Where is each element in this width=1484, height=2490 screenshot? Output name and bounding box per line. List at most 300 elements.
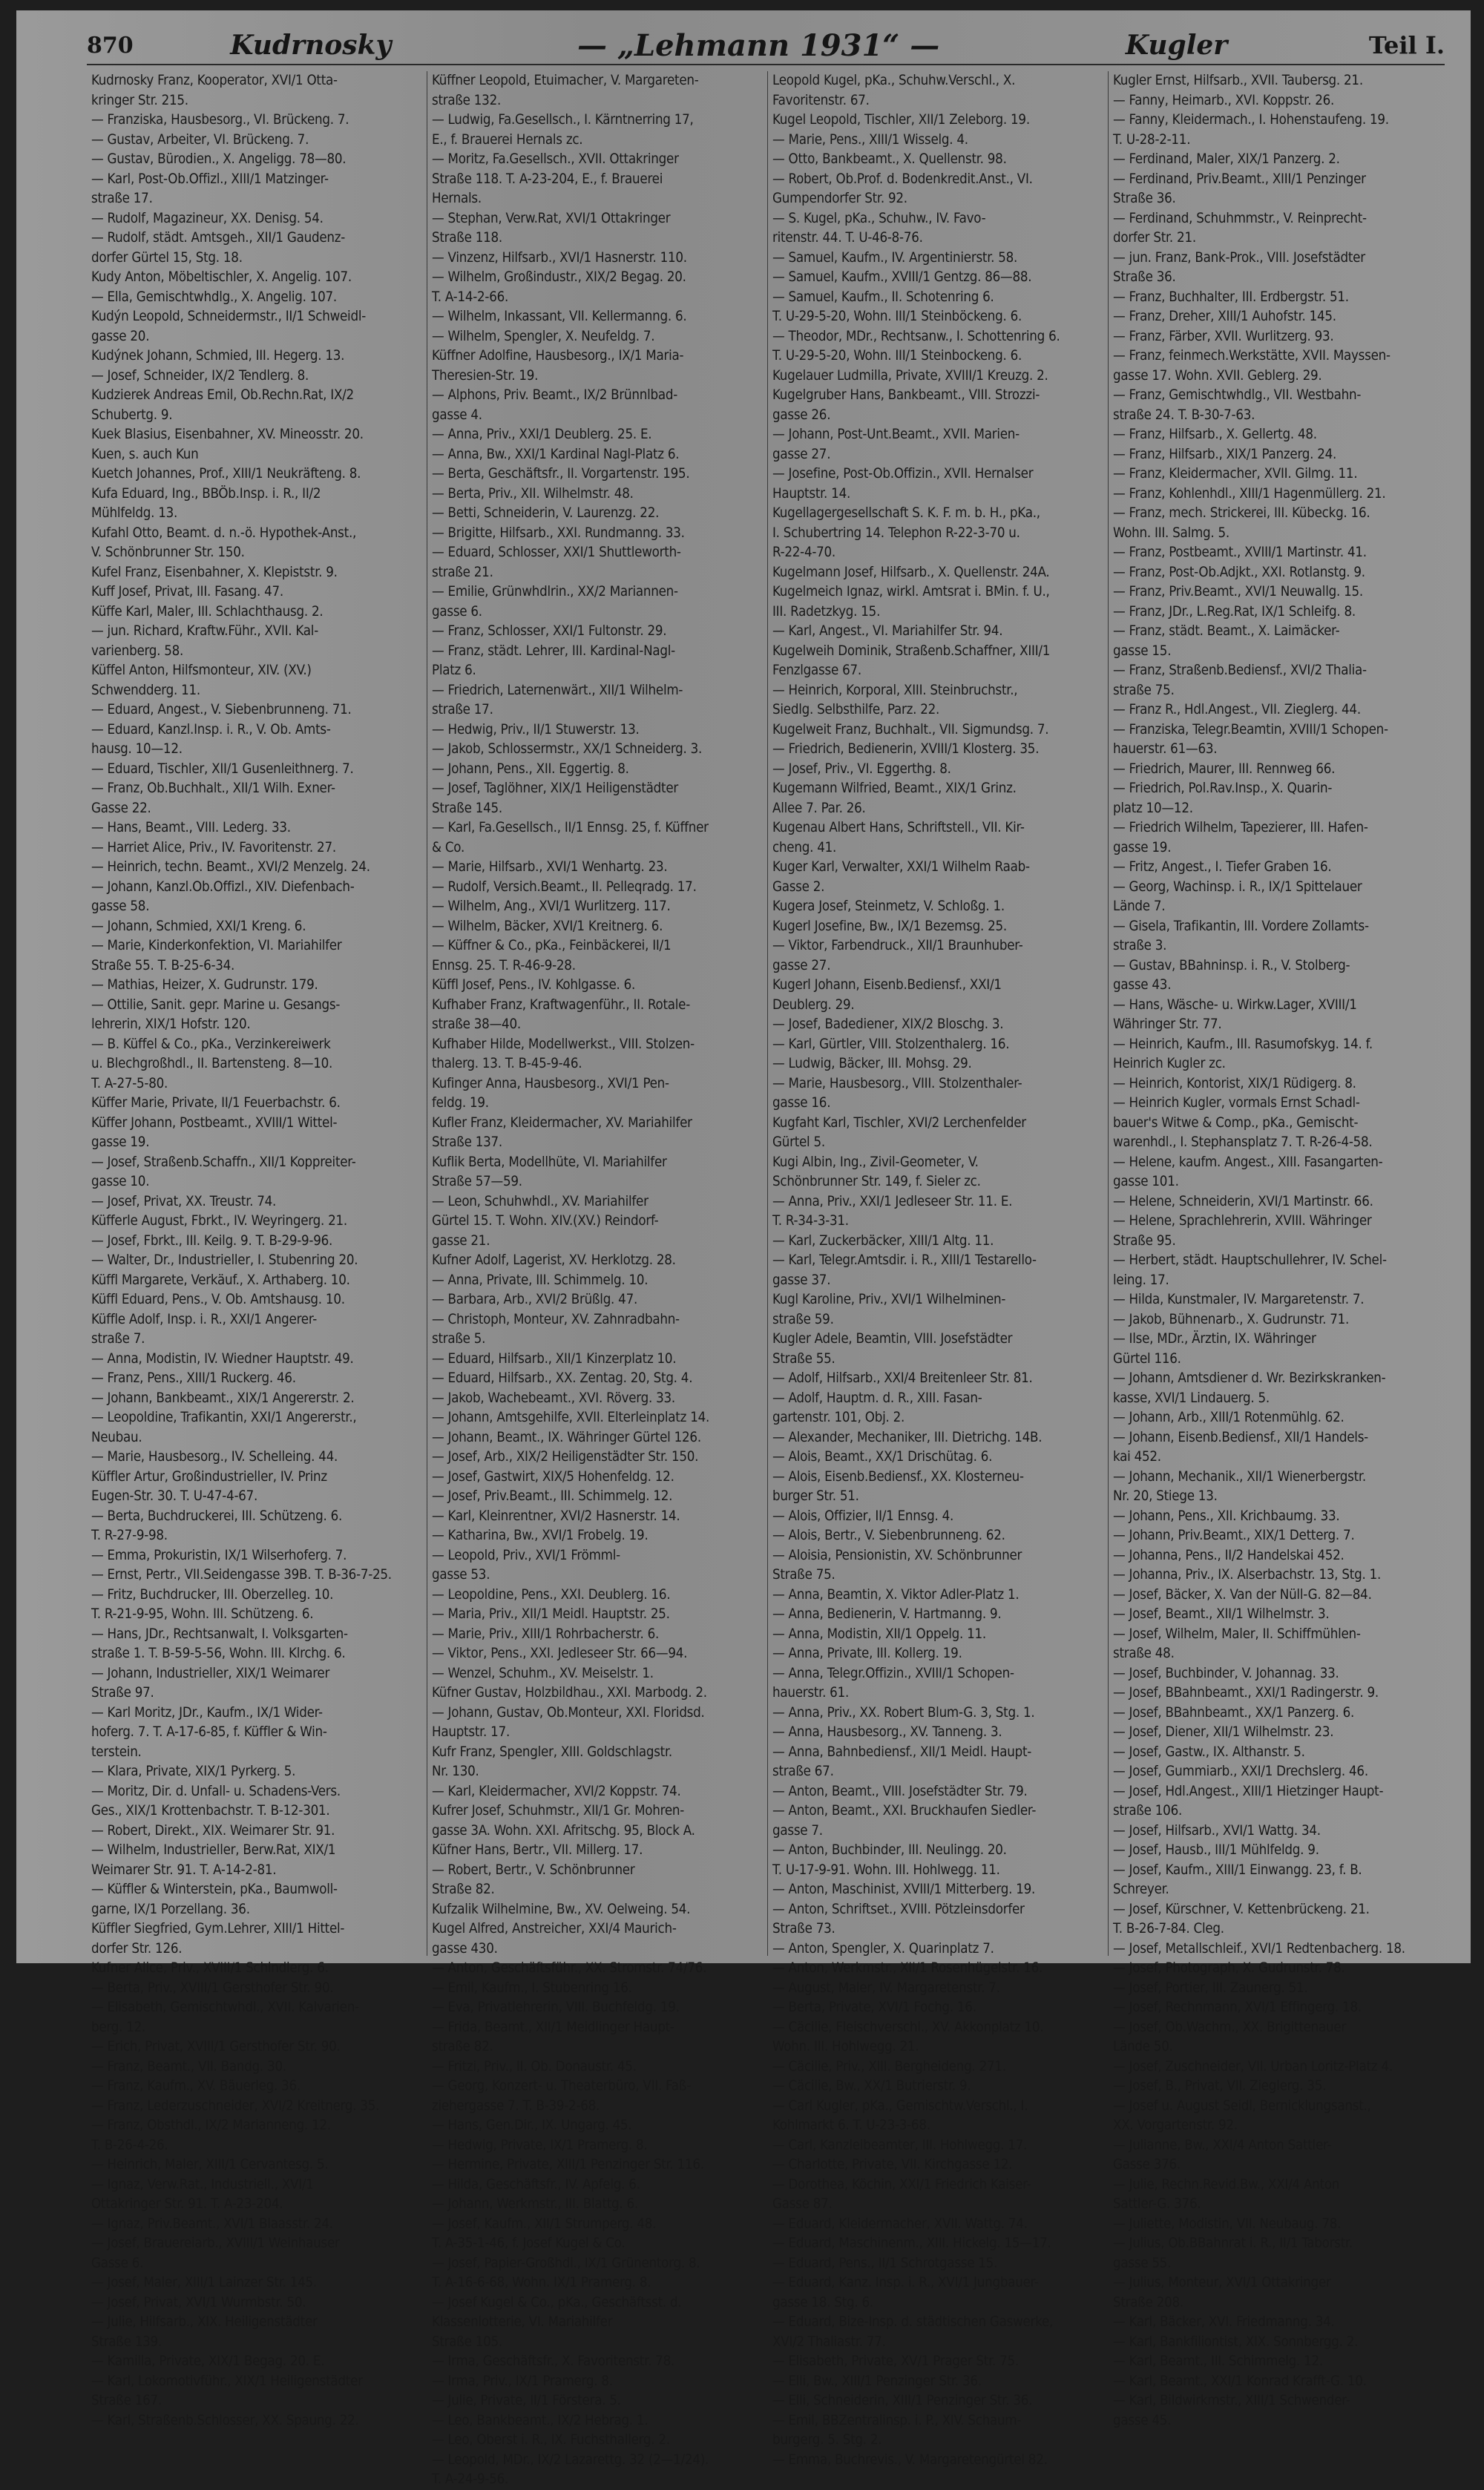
directory-line: — Josef, Brauereiarb., XVIII/1 Weinhauser (91, 2236, 340, 2251)
directory-line: — Josef, Diener, XII/1 Wilhelmstr. 23. (1113, 1724, 1334, 1740)
directory-line: — Juliette, Modistin, VII. Neubaug. 78. (1113, 2215, 1342, 2232)
directory-line: — Josef, Gastwirt, XIX/5 Hohenfeldg. 12. (432, 1468, 674, 1485)
directory-line: — Anna, Private, III. Schimmelg. 10. (432, 1272, 649, 1288)
directory-line: — Franz, Beamt., VII. Bandg. 30. (91, 2058, 286, 2075)
directory-line: — Heinrich, Korporal, XIII. Steinbruchstr., (772, 682, 1018, 698)
directory-line: Kudýnek Johann, Schmied, III. Hegerg. 13. (91, 348, 345, 364)
directory-line: — Karl, Bankfiliontist, XIX. Sonnbergg. 2. (1113, 2333, 1359, 2350)
directory-line: — Georg, Wachinsp. i. R., IX/1 Spittelauer (1113, 878, 1362, 895)
directory-line: — Franz, Post-Ob.Adjkt., XXI. Rotlanstg. 9. (1113, 564, 1365, 580)
page-number: 870 (87, 32, 134, 59)
directory-line: Gasse 22. (91, 800, 151, 816)
directory-line: warenhdl., I. Stephansplatz 7. T. R-26-4-58. (1113, 1134, 1373, 1150)
directory-line: — Anna, Priv., XXI/1 Jedleseer Str. 11. E. (772, 1193, 1013, 1209)
directory-line: T. U-29-5-20, Wohn. III/1 Steinbockeng. 6. (772, 348, 1022, 364)
directory-line: T. A-27-5-80. (91, 1075, 168, 1091)
directory-line: Straße 36. (1113, 191, 1176, 206)
directory-line: — Franz, Hilfsarb., X. Gellertg. 48. (1113, 427, 1317, 442)
directory-line: — Karl, Post-Ob.Offizl., XIII/1 Matzinger- (91, 171, 329, 187)
directory-line: — Josef, Metallschleif., XVI/1 Redtenbacherg. 18. (1113, 1940, 1405, 1957)
directory-line: — Vinzenz, Hilfsarb., XVI/1 Hasnerstr. 110. (432, 249, 687, 266)
directory-line: — Elli, Schneiderin, XIII/1 Penzinger Str. 36. (772, 2393, 1033, 2408)
directory-line: T. R-34-3-31. (772, 1213, 849, 1229)
directory-line: — Heinrich, techn. Beamt., XVI/2 Menzelg. 24. (91, 859, 370, 875)
directory-line: Ottakringer Str. 91. T. A-23-204. (91, 2196, 283, 2212)
directory-line: — Franz, Lederzuschneider, XVI/2 Kreitnerg. 35. (91, 2098, 380, 2114)
directory-line: — Johanna, Pens., II/2 Handelskai 452. (1113, 1547, 1345, 1563)
directory-line: straße 59. (772, 1311, 834, 1327)
directory-line: gasse 27. (772, 957, 831, 973)
header-part: Teil I. (1368, 31, 1445, 59)
directory-line: — Helene, Sprachlehrerin, XVIII. Währinger (1113, 1213, 1372, 1229)
directory-line: — Gisela, Trafikantin, III. Vordere Zollamts- (1113, 918, 1369, 934)
directory-line: — Josef, Straßenb.Schaffn., XII/1 Koppreiter- (91, 1154, 356, 1170)
directory-line: Kudy Anton, Möbeltischler, X. Angelig. 107. (91, 269, 352, 285)
directory-line: — jun. Franz, Bank-Prok., VIII. Josefstädter (1113, 249, 1365, 266)
directory-line: — Anna, Telegr.Offizin., XVIII/1 Schopen- (772, 1665, 1014, 1681)
directory-line: Klassenlotterie, VI. Mariahilfer (432, 2314, 613, 2330)
directory-line: — Walter, Dr., Industrieller, I. Stubenring 20. (91, 1252, 358, 1268)
directory-line: — Hilda, Kunstmaler, IV. Margaretenstr. 7. (1113, 1292, 1365, 1307)
directory-line: — Robert, Direkt., XIX. Weimarer Str. 91. (91, 1822, 335, 1839)
directory-line: Ennsg. 25. T. R-46-9-28. (432, 957, 576, 973)
directory-line: kai 452. (1113, 1449, 1161, 1465)
directory-line: — Josef, Maler, XIII/1 Lainzer Str. 145. (91, 2275, 317, 2290)
directory-line: — Hans, Gen.Dir., IX. Ungarg. 45. (432, 2118, 632, 2133)
directory-line: — Robert, Bertr., V. Schönbrunner (432, 1862, 635, 1878)
directory-line: Küffler Siegfried, Gym.Lehrer, XIII/1 Hittel- (91, 1921, 345, 1937)
directory-line: — Franz, Straßenb.Bediensf., XVI/2 Thalia- (1113, 663, 1367, 678)
directory-line: straße 3. (1113, 938, 1167, 953)
directory-line: — Eduard, Kanzl.Insp. i. R., V. Ob. Amts- (91, 721, 331, 738)
directory-line: — Berta, Buchdruckerei, III. Schützeng. 6. (91, 1508, 343, 1524)
directory-line: — Theodor, MDr., Rechtsanw., I. Schottenring 6. (772, 328, 1060, 344)
directory-line: Straße 208. (1113, 2294, 1183, 2310)
directory-line: Gasse 6. (91, 2255, 144, 2271)
directory-line: Straße 95. (1113, 1232, 1176, 1249)
directory-line: — Emma, Prokuristin, IX/1 Wilserhoferg. 7. (91, 1547, 347, 1563)
directory-line: gasse 45. (1113, 2412, 1172, 2428)
directory-columns (87, 71, 1448, 2487)
directory-line: — jun. Richard, Kraftw.Führ., XVII. Kal- (91, 623, 318, 639)
directory-line: — Heinrich, Kontorist, XIX/1 Rüdigerg. 8. (1113, 1075, 1356, 1091)
directory-line: — Julie, Private, II/1 Förstera. 5. (432, 2393, 621, 2408)
directory-line: T. A-16-6-68, Wohn. IX/1 Pramerg. 8. (432, 2275, 651, 2290)
directory-line: — Frida, Beamt., XII/1 Meidlinger Haupt- (432, 2019, 674, 2035)
directory-line: — Franz, Pens., XIII/1 Ruckerg. 46. (91, 1370, 296, 1386)
directory-line: — Johann, Amtsdiener d. Wr. Bezirkskranken- (1113, 1370, 1386, 1386)
directory-line: Kugl Karoline, Priv., XVI/1 Wilhelminen- (772, 1292, 1006, 1307)
directory-line: — Eduard, Maschinenm., XIII. Hickelg. 15—17. (772, 2236, 1051, 2251)
directory-line: — Friedrich, Laternenwärt., XII/1 Wilhelm- (432, 682, 683, 698)
directory-line: — Josef, Portier, III. Zaunerg. 51. (1113, 1980, 1308, 1996)
directory-line: — Josef u. August Seidl, Bernicklungsanst., (1113, 2098, 1371, 2114)
directory-line: — Anna, Modistin, IV. Wiedner Hauptstr. 49. (91, 1350, 354, 1367)
directory-line: straße 48. (1113, 1646, 1175, 1661)
directory-line: — Josef, Rechnmann, XVI/1 Effingerg. 18. (1113, 2000, 1362, 2015)
directory-line: — Josef, Photograph, X. Gudrunstr. 78. (1113, 1960, 1345, 1976)
directory-line: gasse 15. (1113, 643, 1172, 659)
directory-line: — Franziska, Hausbesorg., VI. Brückeng. 7. (91, 112, 349, 128)
directory-line: hauerstr. 61—63. (1113, 741, 1218, 757)
column-1 (87, 71, 427, 2428)
directory-line: Leopold Kugel, pKa., Schuhw.Verschl., X. (772, 73, 1016, 88)
directory-line: — Anna, Priv., XX. Robert Blum-G. 3, Stg. 1. (772, 1704, 1035, 1721)
directory-line: Gasse 87. (772, 2196, 833, 2212)
directory-line: Küfferle August, Fbrkt., IV. Weyringerg. 21. (91, 1213, 347, 1229)
directory-line: gasse 19. (91, 1134, 150, 1150)
directory-line: Gürtel 5. (772, 1134, 825, 1150)
directory-line: Kuger Karl, Verwalter, XXI/1 Wilhelm Raab- (772, 859, 1030, 875)
directory-line: — Kamilla, Private, XIX/1 Begag. 20. E. (91, 2353, 325, 2369)
directory-line: — Küffler & Winterstein, pKa., Baumwoll- (91, 1882, 338, 1897)
directory-line: — Johann, Arb., XIII/1 Rotenmühlg. 62. (1113, 1410, 1345, 1425)
directory-line: straße 7. (91, 1331, 145, 1347)
directory-line: kasse, XVI/1 Lindauerg. 5. (1113, 1390, 1270, 1406)
directory-line: — Heinrich, Maler, XIII/1 Cervantesg. 5. (91, 2157, 329, 2172)
directory-line: burger Str. 51. (772, 1488, 859, 1504)
directory-line: Straße 73. (772, 1921, 835, 1937)
directory-line: — Marie, Pens., XIII/1 Wisselg. 4. (772, 131, 968, 148)
directory-line: — Christoph, Monteur, XV. Zahnradbahn- (432, 1311, 680, 1327)
directory-line: — Anton, Maschinist, XVIII/1 Mitterberg. 19. (772, 1882, 1036, 1897)
directory-line: Kufner Adolf, Lagerist, XV. Herklotzg. 28. (432, 1252, 676, 1268)
directory-line: Straße 167. (91, 2393, 162, 2408)
directory-line: — Josef, BBahnbeamt., XXI/1 Radingerstr. 9. (1113, 1685, 1379, 1701)
directory-line: Kuflik Berta, Modellhüte, VI. Mariahilfer (432, 1154, 667, 1170)
directory-line: — Wilhelm, Ang., XVI/1 Wurlitzerg. 117. (432, 899, 671, 914)
directory-line: — Marie, Hausbesorg., IV. Schelleing. 44. (91, 1449, 338, 1465)
directory-line: Kugi Albin, Ing., Zivil-Geometer, V. (772, 1154, 979, 1170)
directory-line: hausg. 10—12. (91, 741, 183, 757)
directory-line: — Wilhelm, Spengler, X. Neufeldg. 7. (432, 328, 655, 344)
directory-line: — Josef, Ob.Wachm., XX. Brigittenauer (1113, 2019, 1347, 2035)
directory-page (16, 10, 1471, 2487)
directory-line: — Josef, Hilfsarb., XVI/1 Wattg. 34. (1113, 1822, 1321, 1839)
directory-line: T. U-29-5-20, Wohn. III/1 Steinböckeng. 6. (772, 309, 1022, 324)
directory-line: straße 82. (432, 2039, 493, 2054)
directory-line: Allee 7. Par. 26. (772, 800, 866, 816)
directory-line: I. Schubertring 14. Telephon R-22-3-70 u. (772, 525, 1020, 541)
directory-line: Kuen, s. auch Kun (91, 446, 199, 462)
directory-line: — Hans, Wäsche- u. Wirkw.Lager, XVIII/1 (1113, 996, 1357, 1013)
directory-line: Kugellagergesellschaft S. K. F. m. b. H., pKa., (772, 505, 1040, 521)
directory-line: — Karl, Bäcker, XVI. Friedmanng. 34. (1113, 2314, 1335, 2330)
directory-line: terstein. (91, 1744, 142, 1760)
directory-line: — Karl, Angest., VI. Mariahilfer Str. 94. (772, 623, 1003, 639)
directory-line: Kugelmann Josef, Hilfsarb., X. Quellenstr. 24A. (772, 564, 1050, 580)
directory-line: — Cäcilie, Fleischverschl., XV. Akkonplatz 10. (772, 2019, 1044, 2035)
directory-line: Eugen-Str. 30. T. U-47-4-67. (91, 1488, 258, 1504)
directory-line: E., f. Brauerei Hernals zc. (432, 131, 583, 148)
directory-line: — Karl, Kleinrentner, XVI/2 Hasnerstr. 14. (432, 1508, 680, 1524)
directory-line: — Eduard, Kanz. Insp. i. R., XVI/1 Jungbauer- (772, 2275, 1039, 2290)
directory-line: Kuff Josef, Privat, III. Fasang. 47. (91, 584, 283, 599)
directory-line: — Josef, B., Privat, VII. Zieglerg. 35. (1113, 2078, 1327, 2094)
directory-line: Kufhaber Hilde, Modellwerkst., VIII. Stolzen- (432, 1036, 695, 1052)
directory-line: Kufzalik Wilhelmine, Bw., XV. Oelweing. 54. (432, 1901, 691, 1917)
directory-line: — Johann, Mechanik., XII/1 Wienerbergstr. (1113, 1468, 1366, 1485)
directory-line: leing. 17. (1113, 1272, 1169, 1288)
directory-line: Küffl Eduard, Pens., V. Ob. Amtshausg. 10. (91, 1292, 345, 1307)
directory-line: — Ludwig, Bäcker, III. Mohsg. 29. (772, 1056, 972, 1071)
directory-line: feldg. 19. (432, 1095, 489, 1111)
directory-line: gasse 6. (432, 603, 482, 620)
directory-line: — Franz, Kohlenhdl., XIII/1 Hagenmüllerg. 21. (1113, 485, 1386, 502)
directory-line: — Josef, Hausb., III/1 Mühlfeldg. 9. (1113, 1842, 1319, 1858)
directory-line: — Josef, Hdl.Angest., XIII/1 Hietzinger Haupt- (1113, 1783, 1384, 1799)
directory-line: — August, Maler, IV. Margaretenstr. 7. (772, 1980, 1000, 1996)
directory-line: ritenstr. 44. T. U-46-8-76. (772, 230, 923, 246)
directory-line: gasse 19. (1113, 839, 1172, 855)
directory-line: — Ilse, MDr., Ärztin, IX. Währinger (1113, 1331, 1316, 1347)
directory-line: — Viktor, Farbendruck., XII/1 Braunhuber- (772, 938, 1023, 953)
directory-line: — Cäcilie, Priv., XIII. Bergheideng. 271. (772, 2058, 1006, 2075)
directory-line: gasse 101. (1113, 1174, 1179, 1189)
directory-line: gasse 37. (772, 1272, 831, 1288)
directory-line: — S. Kugel, pKa., Schuhw., IV. Favo- (772, 210, 986, 226)
directory-line: — Johann, Gustav, Ob.Monteur, XXI. Floridsd. (432, 1704, 705, 1721)
directory-line: — Jakob, Schlossermstr., XX/1 Schneiderg. 3. (432, 741, 703, 757)
directory-line: Kudýn Leopold, Schneidermstr., II/1 Schweidl- (91, 309, 367, 324)
directory-line: — Franz, städt. Lehrer, III. Kardinal-Nagl- (432, 643, 675, 659)
directory-line: — Josef, BBahnbeamt., XX/1 Panzerg. 6. (1113, 1704, 1355, 1721)
column-2 (427, 71, 768, 2487)
directory-line: — Johann, Post-Unt.Beamt., XVII. Marien- (772, 427, 1020, 442)
directory-line: — Josef, Beamt., XII/1 Wilhelmstr. 3. (1113, 1606, 1330, 1622)
directory-line: Kugelweih Dominik, Straßenb.Schaffner, XIII/1 (772, 643, 1051, 659)
directory-line: — Wilhelm, Bäcker, XVI/1 Kreitnerg. 6. (432, 918, 663, 934)
directory-line: — Ignaz, Verw.Rat., Industriell., XVI/1 (91, 2176, 314, 2192)
directory-line: straße 75. (1113, 682, 1175, 698)
directory-line: — Franz, Dreher, XIII/1 Auhofstr. 145. (1113, 309, 1336, 324)
directory-line: gasse 10. (91, 1174, 150, 1189)
directory-line: Kuetch Johannes, Prof., XIII/1 Neukräfteng. 8. (91, 466, 361, 482)
directory-line: Straße 82. (432, 1882, 495, 1897)
directory-line: — Hedwig, Private, IX/1 Pramerg. 8. (432, 2137, 648, 2153)
directory-line: lehrerin, XIX/1 Hofstr. 120. (91, 1016, 251, 1032)
directory-line: — Eduard, Hilfsarb., XII/1 Kinzerplatz 10. (432, 1350, 677, 1367)
directory-line: — Gustav, Arbeiter, VI. Brückeng. 7. (91, 131, 309, 148)
directory-line: — Charlotte, Private, VII. Kirchgasse 12. (772, 2157, 1013, 2172)
directory-line: Hauptstr. 14. (772, 485, 851, 502)
directory-line: — Franz, Kaufm., XV. Bäuerleg. 36. (91, 2078, 301, 2094)
directory-line: — Johann, Werkmstr., III. Blattg. 6. (432, 2196, 638, 2212)
directory-line: — Leopold, Priv., XVI/1 Frömml- (432, 1547, 620, 1563)
directory-line: — Johann, Beamt., IX. Währinger Gürtel 126. (432, 1429, 701, 1445)
column-3 (768, 71, 1109, 2468)
directory-line: gasse 58. (91, 899, 150, 914)
directory-line: — Hermine, Private, XIII/1 Penzinger Str. 116. (432, 2157, 704, 2172)
directory-line: Kufr Franz, Spengler, XIII. Goldschlagstr. (432, 1744, 672, 1760)
directory-line: — Ernst, Pertr., VII.Seidengasse 39B. T. B-36-7-25. (91, 1567, 392, 1583)
directory-line: dorfer Str. 21. (1113, 230, 1196, 246)
directory-line: Fenzlgasse 67. (772, 663, 861, 678)
directory-line: Kufhaber Franz, Kraftwagenführ., II. Rotale- (432, 996, 691, 1013)
directory-line: Straße 105. (432, 2333, 502, 2350)
directory-line: — Harriet Alice, Priv., IV. Favoritenstr. 27. (91, 839, 336, 855)
directory-line: — Eduard, Angest., V. Siebenbrunneng. 71. (91, 702, 352, 717)
directory-line: — Stephan, Verw.Rat, XVI/1 Ottakringer (432, 210, 671, 226)
directory-line: gasse 21. (432, 1232, 490, 1249)
directory-line: — Berta, Priv., XII. Wilhelmstr. 48. (432, 485, 634, 502)
directory-line: — Emilie, Grünwhdlrin., XX/2 Mariannen- (432, 584, 678, 599)
directory-line: gasse 20. (91, 328, 150, 344)
directory-line: straße 5. (432, 1331, 486, 1347)
directory-line: Straße 118. T. A-23-204, E., f. Brauerei (432, 171, 663, 187)
directory-line: — Josef, Fbrkt., III. Keilg. 9. T. B-29-9-96. (91, 1232, 333, 1249)
directory-line: Nr. 130. (432, 1764, 479, 1779)
directory-line: T. R-21-9-95, Wohn. III. Schützeng. 6. (91, 1606, 314, 1622)
directory-line: — B. Küffel & Co., pKa., Verzinkereiwerk (91, 1036, 331, 1052)
directory-line: — Klara, Private, XIX/1 Pyrkerg. 5. (91, 1764, 296, 1779)
directory-line: — Julianne, Bw., XXI/4 Anton Sattler- (1113, 2137, 1332, 2153)
directory-line: Kugenau Albert Hans, Schriftstell., VII. Kir- (772, 820, 1025, 835)
directory-line: Küffe Karl, Maler, III. Schlachthausg. 2. (91, 603, 324, 620)
directory-line: — Franz, Priv.Beamt., XVI/1 Neuwallg. 15. (1113, 584, 1363, 599)
directory-line: — Marie, Hausbesorg., VIII. Stolzenthaler- (772, 1075, 1022, 1091)
directory-line: — Josef, Arb., XIX/2 Heiligenstädter Str. 150. (432, 1449, 699, 1465)
directory-line: — Friedrich, Maurer, III. Rennweg 66. (1113, 761, 1336, 777)
directory-line: dorfer Str. 126. (91, 1940, 183, 1957)
directory-line: & Co. (432, 839, 465, 855)
directory-line: Deublerg. 29. (772, 996, 855, 1013)
directory-line: Kugelweit Franz, Buchhalt., VII. Sigmundsg. 7. (772, 721, 1049, 738)
directory-line: — Anton, Werkmstr., XII/1 Rosenhügelstr. 16. (772, 1960, 1043, 1976)
directory-line: — Johann, Bankbeamt., XIX/1 Angererstr. 2. (91, 1390, 355, 1406)
directory-line: Schreyer. (1113, 1882, 1169, 1897)
directory-line: Theresien-Str. 19. (432, 367, 539, 384)
directory-line: Gumpendorfer Str. 92. (772, 191, 907, 206)
directory-line: gasse 4. (432, 407, 482, 423)
directory-line: R-22-4-70. (772, 545, 835, 560)
directory-line: Lände 50. (1113, 2039, 1173, 2054)
directory-line: straße 17. (432, 702, 493, 717)
directory-line: — Franz, Hilfsarb., XIX/1 Panzerg. 24. (1113, 446, 1337, 462)
directory-line: straße 21. (432, 564, 493, 580)
directory-line: — Fritzi, Priv., II. Ob. Donaustr. 45. (432, 2058, 637, 2075)
directory-line: Wohn. III. Hohlwegg. 21. (772, 2039, 919, 2054)
directory-line: — Hedwig, Priv., II/1 Stuwerstr. 13. (432, 721, 640, 738)
directory-line: — Josef Kugel & Co., pKa., Geschäftsst. d. (432, 2294, 682, 2310)
directory-line: Platz 6. (432, 663, 476, 678)
directory-line: — Leopoldine, Pens., XXI. Deublerg. 16. (432, 1586, 671, 1603)
directory-line: III. Radetzkyg. 15. (772, 603, 881, 620)
directory-line: Neubau. (91, 1429, 142, 1445)
directory-line: — Moritz, Dir. d. Unfall- u. Schadens-Vers. (91, 1783, 341, 1799)
directory-line: — Eduard, Pens., II/1 Schrotgasse 15. (772, 2255, 998, 2271)
directory-line: gartenstr. 101, Obj. 2. (772, 1410, 905, 1425)
directory-line: — Helene, kaufm. Angest., XIII. Fasangarten- (1113, 1154, 1383, 1170)
directory-line: — Anton, Beamt., XXI. Bruckhaufen Siedler- (772, 1803, 1037, 1819)
directory-line: platz 10—12. (1113, 800, 1193, 816)
directory-line: Kufrer Josef, Schuhmstr., XII/1 Gr. Mohren- (432, 1803, 685, 1819)
directory-line: — Josef, Taglöhner, XIX/1 Heiligenstädter (432, 781, 679, 796)
directory-line: Mühlfeldg. 13. (91, 505, 178, 521)
directory-line: Schwendderg. 11. (91, 682, 200, 698)
directory-line: — Karl, Telegr.Amtsdir. i. R., XIII/1 Testarello- (772, 1252, 1037, 1268)
directory-line: Küffner Leopold, Etuimacher, V. Margareten- (432, 73, 699, 88)
directory-line: gasse 26. (772, 407, 831, 423)
directory-line: Kugemann Wilfried, Beamt., XIX/1 Grinz. (772, 781, 1017, 796)
directory-line: — Karl, Bildwirkmstr., XIII/1 Schwender- (1113, 2393, 1350, 2408)
directory-line: — Berta, Private, XVI/1 Fochg. 16. (772, 2000, 976, 2015)
directory-line: — Johann, Pens., XII. Eggertig. 8. (432, 761, 629, 777)
directory-line: — Wenzel, Schuhm., XV. Meiselstr. 1. (432, 1665, 654, 1681)
directory-line: — Franz, städt. Beamt., X. Laimäcker- (1113, 623, 1340, 639)
directory-line: — Rudolf, Versich.Beamt., II. Pelleqradg. 17. (432, 878, 697, 895)
directory-line: T. U-28-2-11. (1113, 131, 1191, 148)
directory-line: T. A-35-1-46, f. Josef Kugel & Co. (432, 2236, 626, 2251)
directory-line: T. B-26-7-84. Cleg. (1113, 1921, 1224, 1937)
directory-line: — Elisabeth, Gemischtwhdl., XVII. Kalvarien- (91, 2000, 359, 2015)
directory-line: straße 132. (432, 92, 502, 108)
directory-line: Wohn. III. Salmg. 5. (1113, 525, 1229, 541)
directory-line: — Cäcilie, Bw., XX/1 Butrierstr. 9. (772, 2078, 971, 2094)
directory-line: XX. Vorgartenstr. 92. (1113, 2118, 1238, 2133)
directory-line: hoferg. 7. T. A-17-6-85, f. Küffler & Win- (91, 1724, 327, 1740)
directory-line: — Franz, Postbeamt., XVIII/1 Martinstr. 41. (1113, 545, 1367, 560)
directory-line: — Josef, Privat, XVI/1 Wurmbstr. 50. (91, 2294, 306, 2310)
directory-line: Straße 139. (91, 2333, 162, 2350)
directory-line: gasse 55. (1113, 2255, 1172, 2271)
directory-line: gasse 53. (432, 1567, 490, 1583)
directory-line: — Karl, Beamt., XXI/1 Konrad Krafft-G. 10. (1113, 2373, 1367, 2389)
directory-line: — Josef, Badediener, XIX/2 Bloschg. 3. (772, 1016, 1004, 1032)
directory-line: Schönbrunner Str. 149, f. Sieler zc. (772, 1174, 981, 1189)
directory-line: Kuek Blasius, Eisenbahner, XV. Mineosstr. 20. (91, 427, 364, 442)
directory-line: — Eduard, Tischler, XII/1 Gusenleithnerg. 7. (91, 761, 354, 777)
directory-line: — Johann, Industrieller, XIX/1 Weimarer (91, 1665, 330, 1681)
directory-line: Kufa Eduard, Ing., BBÖb.Insp. i. R., II/2 (91, 485, 321, 502)
directory-line: u. Blechgroßhdl., II. Bartensteng. 8—10. (91, 1056, 333, 1071)
directory-line: Gürtel 15. T. Wohn. XIV.(XV.) Reindorf- (432, 1213, 659, 1229)
directory-line: — Ludwig, Fa.Gesellsch., I. Kärntnerring 17, (432, 112, 694, 128)
directory-line: — Josef, Schneider, IX/2 Tendlerg. 8. (91, 367, 309, 384)
directory-line: Weimarer Str. 91. T. A-14-2-81. (91, 1862, 277, 1878)
directory-line: Siedlg. Selbsthilfe, Parz. 22. (772, 702, 940, 717)
directory-line: — Barbara, Arb., XVI/2 Brüßlg. 47. (432, 1292, 638, 1307)
directory-line: — Leopoldine, Trafikantin, XXI/1 Angererstr., (91, 1410, 357, 1425)
directory-line: — Josefine, Post-Ob.Offizin., XVII. Hernalser (772, 466, 1034, 482)
directory-line: — Josef, Priv., VI. Eggerthg. 8. (772, 761, 951, 777)
directory-line: — Anton, Spengler, X. Quarinplatz 7. (772, 1940, 994, 1957)
directory-line: — Franz, Schlosser, XXI/1 Fultonstr. 29. (432, 623, 667, 639)
directory-line: — Josef, Kürschner, V. Kettenbrückeng. 21. (1113, 1901, 1370, 1917)
directory-line: bauer's Witwe & Comp., pKa., Gemischt- (1113, 1114, 1359, 1131)
directory-line: Kohlmarkt 6. T. U-23-3-68. (772, 2118, 930, 2133)
directory-line: Straße 57—59. (432, 1174, 522, 1189)
directory-line: — Rudolf, Magazineur, XX. Denisg. 54. (91, 210, 324, 226)
directory-line: Kufner Alice, Priv., XVIII/1 Schindlerg. 6. (91, 1960, 329, 1976)
directory-line: — Jakob, Wachebeamt., XVI. Röverg. 33. (432, 1390, 675, 1406)
directory-line: Kugelmeich Ignaz, wirkl. Amtsrat i. BMin. f. U., (772, 584, 1050, 599)
directory-line: Kugelgruber Hans, Bankbeamt., VIII. Strozzi- (772, 387, 1040, 403)
directory-line: V. Schönbrunner Str. 150. (91, 545, 245, 560)
directory-line: gasse 16. (772, 1095, 831, 1111)
directory-line: Gasse 2. (772, 878, 825, 895)
directory-line: Straße 118. (432, 230, 502, 246)
page-header (87, 27, 1445, 65)
directory-line: — Karl Moritz, JDr., Kaufm., IX/1 Wider- (91, 1704, 323, 1721)
directory-line: Küffer Johann, Postbeamt., XVIII/1 Wittel- (91, 1114, 338, 1131)
directory-line: — Leopold, MDr., IX/2 Lazarettg. 32 (2—1/24). (432, 2451, 709, 2468)
directory-line: — Erich, Privat, XVIII/1 Gersthofer Str. 90. (91, 2039, 341, 2054)
directory-line: ziehergasse 7. T. B-39-2-68. (432, 2098, 600, 2114)
directory-line: cheng. 41. (772, 839, 837, 855)
directory-line: — Josef, Gastw., IX. Althanstr. 5. (1113, 1744, 1305, 1760)
directory-line: — Wilhelm, Inkassant, VII. Kellermanng. 6. (432, 309, 687, 324)
